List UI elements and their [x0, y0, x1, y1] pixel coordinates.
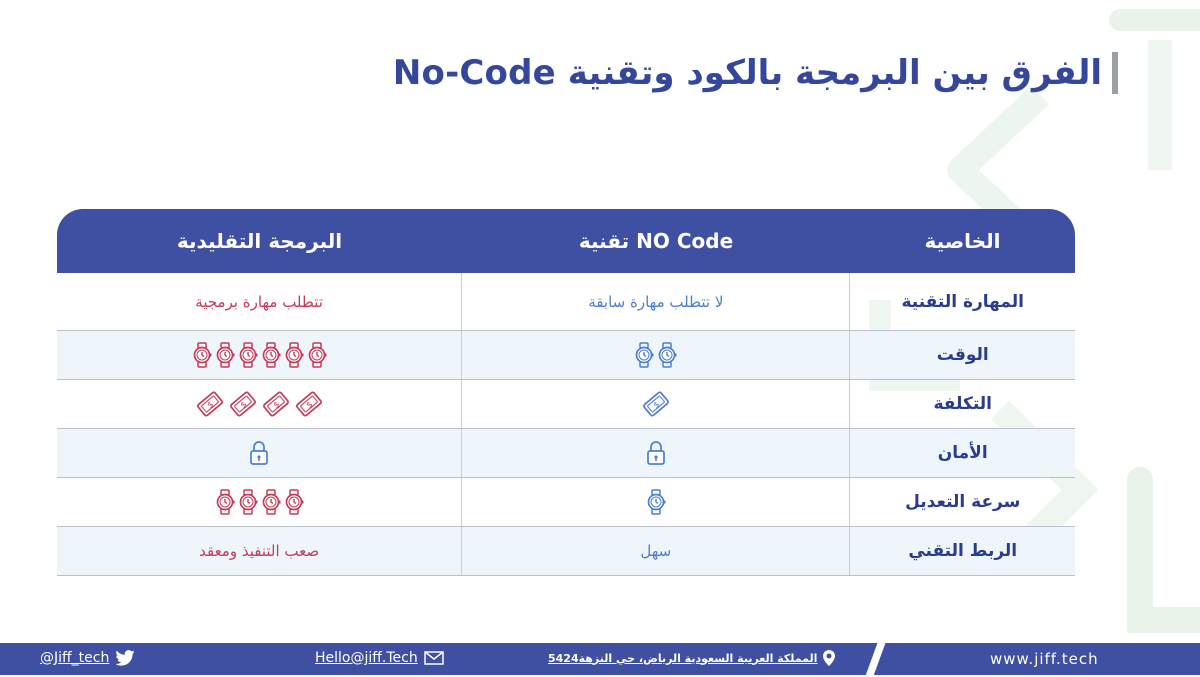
row-label: سرعة التعديل	[849, 478, 1075, 526]
nocode-value: لا تتطلب مهارة سابقة	[461, 273, 849, 330]
row-label: الأمان	[849, 429, 1075, 477]
money-icon	[228, 391, 258, 417]
nocode-icons	[634, 342, 677, 368]
twitter-icon	[115, 650, 135, 666]
money-icon	[261, 391, 291, 417]
table-row	[57, 380, 1075, 429]
svg-text:$: $	[205, 399, 216, 410]
watch-icon	[307, 342, 327, 368]
twitter-handle[interactable]: @Jiff_tech	[40, 650, 110, 666]
title-wrap	[80, 52, 1118, 94]
watch-icon	[261, 342, 281, 368]
nocode-icons	[646, 489, 666, 515]
lock-icon	[249, 440, 269, 466]
traditional-value	[57, 429, 461, 477]
title-accent-bar	[1112, 52, 1118, 94]
location-pin-icon	[823, 650, 835, 666]
traditional-value	[57, 478, 461, 526]
nocode-value	[461, 331, 849, 379]
watch-icon	[284, 342, 304, 368]
traditional-icons	[249, 440, 269, 466]
watch-icon	[192, 342, 212, 368]
watch-icon	[238, 342, 258, 368]
comparison-table	[57, 209, 1075, 576]
website-link[interactable]: www.jiff.tech	[990, 650, 1099, 668]
nocode-value	[461, 380, 849, 428]
footer-email[interactable]	[315, 650, 444, 666]
watch-icon	[215, 489, 235, 515]
svg-text:$: $	[651, 399, 662, 410]
traditional-value	[57, 331, 461, 379]
watch-icon	[238, 489, 258, 515]
money-icon	[641, 391, 671, 417]
table-row	[57, 429, 1075, 478]
nocode-value	[461, 429, 849, 477]
watch-icon	[657, 342, 677, 368]
watch-icon	[215, 342, 235, 368]
footer-address	[548, 650, 835, 666]
table-row	[57, 273, 1075, 331]
watch-icon	[261, 489, 281, 515]
money-icon	[195, 391, 225, 417]
footer-twitter[interactable]	[40, 650, 135, 666]
traditional-value: تتطلب مهارة برمجية	[195, 292, 323, 311]
header-feature: الخاصية	[924, 229, 1001, 253]
mail-icon	[424, 651, 444, 665]
email-link[interactable]: Hello@jiff.Tech	[315, 650, 418, 666]
address-text: المملكة العربية السعودية الرياض، حي النزهة5424	[548, 651, 818, 665]
nocode-icons	[646, 440, 666, 466]
header-traditional: البرمجة التقليدية	[176, 229, 343, 253]
money-icon	[294, 391, 324, 417]
table-row	[57, 478, 1075, 527]
traditional-value: صعب التنفيذ ومعقد	[199, 542, 320, 560]
svg-text:$: $	[304, 399, 315, 410]
footer-bar	[0, 643, 1200, 675]
row-label: الوقت	[849, 331, 1075, 379]
header-nocode: تقنية NO Code	[578, 229, 734, 253]
table-header	[57, 209, 1075, 273]
row-label: التكلفة	[849, 380, 1075, 428]
table-row	[57, 331, 1075, 380]
traditional-icons	[195, 391, 324, 417]
watch-icon	[284, 489, 304, 515]
row-label: الربط التقني	[849, 527, 1075, 575]
row-label: المهارة التقنية	[849, 273, 1075, 330]
traditional-icons	[192, 342, 327, 368]
table-body	[57, 273, 1075, 576]
lock-icon	[646, 440, 666, 466]
nocode-icons	[641, 391, 671, 417]
nocode-value: سهل	[461, 527, 849, 575]
watch-icon	[634, 342, 654, 368]
footer-divider	[865, 639, 887, 677]
svg-text:$: $	[238, 399, 249, 410]
table-row	[57, 527, 1075, 576]
traditional-value	[57, 380, 461, 428]
nocode-value	[461, 478, 849, 526]
traditional-icons	[215, 489, 304, 515]
page-title: الفرق بين البرمجة بالكود وتقنية No-Code	[392, 53, 1102, 93]
svg-text:$: $	[271, 399, 282, 410]
watch-icon	[646, 489, 666, 515]
